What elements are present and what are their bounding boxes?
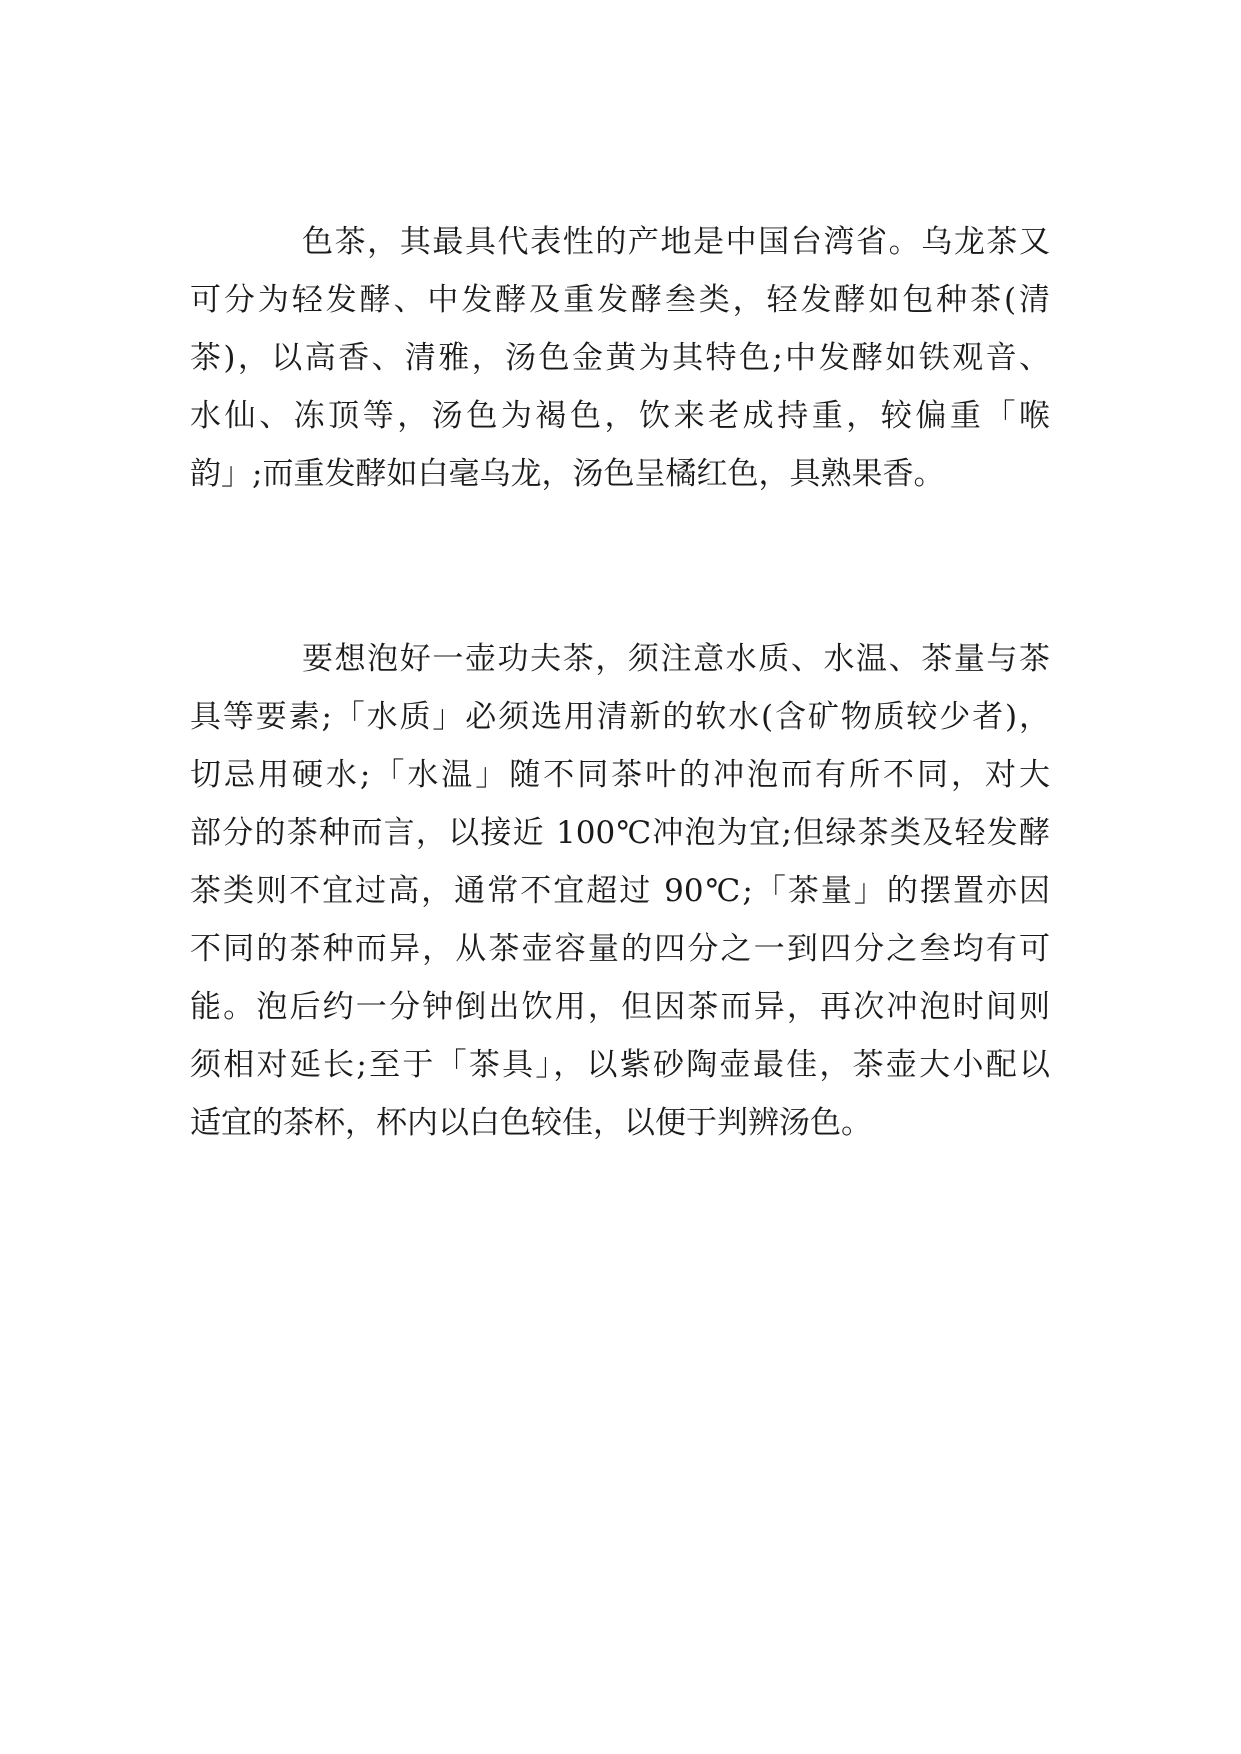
paragraph-1-line-text: 茶)，以高香、清雅，汤色金黄为其特色;中发酵如铁观音、 <box>190 340 1050 376</box>
paragraph-2-line-text: 适宜的茶杯，杯内以白色较佳，以便于判辨汤色。 <box>190 1105 872 1141</box>
paragraph-2-line <box>0 804 1241 862</box>
paragraph-2-line-text: 要想泡好一壶功夫茶，须注意水质、水温、茶量与茶 <box>302 641 1050 677</box>
paragraph-2-line-text: 具等要素;「水质」必须选用清新的软水(含矿物质较少者)， <box>190 699 1050 735</box>
paragraph-2-line <box>0 1036 1241 1094</box>
paragraph-2-line <box>0 688 1241 746</box>
paragraph-2-line-text: 切忌用硬水;「水温」随不同茶叶的冲泡而有所不同，对大 <box>190 757 1050 793</box>
paragraph-2-line-text: 部分的茶种而言，以接近 100℃冲泡为宜;但绿茶类及轻发酵 <box>190 815 1050 851</box>
paragraph-1-line-text: 色茶，其最具代表性的产地是中国台湾省。乌龙茶又 <box>302 224 1050 260</box>
paragraph-2-line-text: 不同的茶种而异，从茶壶容量的四分之一到四分之叁均有可 <box>190 931 1050 967</box>
paragraph-2-line-text: 能。泡后约一分钟倒出饮用，但因茶而异，再次冲泡时间则 <box>190 989 1050 1025</box>
paragraph-1-line-text: 可分为轻发酵、中发酵及重发酵叁类，轻发酵如包种茶(清 <box>190 282 1050 318</box>
paragraph-1-line <box>0 271 1241 329</box>
paragraph-2-line-text: 须相对延长;至于「茶具」，以紫砂陶壶最佳，茶壶大小配以 <box>190 1047 1050 1083</box>
paragraph-2-line <box>0 746 1241 804</box>
paragraph-1-line-text: 韵」;而重发酵如白毫乌龙，汤色呈橘红色，具熟果香。 <box>190 456 945 492</box>
paragraph-2-line <box>0 862 1241 920</box>
paragraph-1-line <box>0 213 1241 271</box>
paragraph-1-line <box>0 329 1241 387</box>
paragraph-1-line-text: 水仙、冻顶等，汤色为褐色，饮来老成持重，较偏重「喉 <box>190 398 1050 434</box>
paragraph-2-line <box>0 630 1241 688</box>
paragraph-2-line <box>0 1094 1241 1152</box>
paragraph-1-line <box>0 445 1241 503</box>
paragraph-2-line <box>0 920 1241 978</box>
paragraph-2-line <box>0 978 1241 1036</box>
paragraph-1-line <box>0 387 1241 445</box>
paragraph-2-line-text: 茶类则不宜过高，通常不宜超过 90℃;「茶量」的摆置亦因 <box>190 873 1050 909</box>
